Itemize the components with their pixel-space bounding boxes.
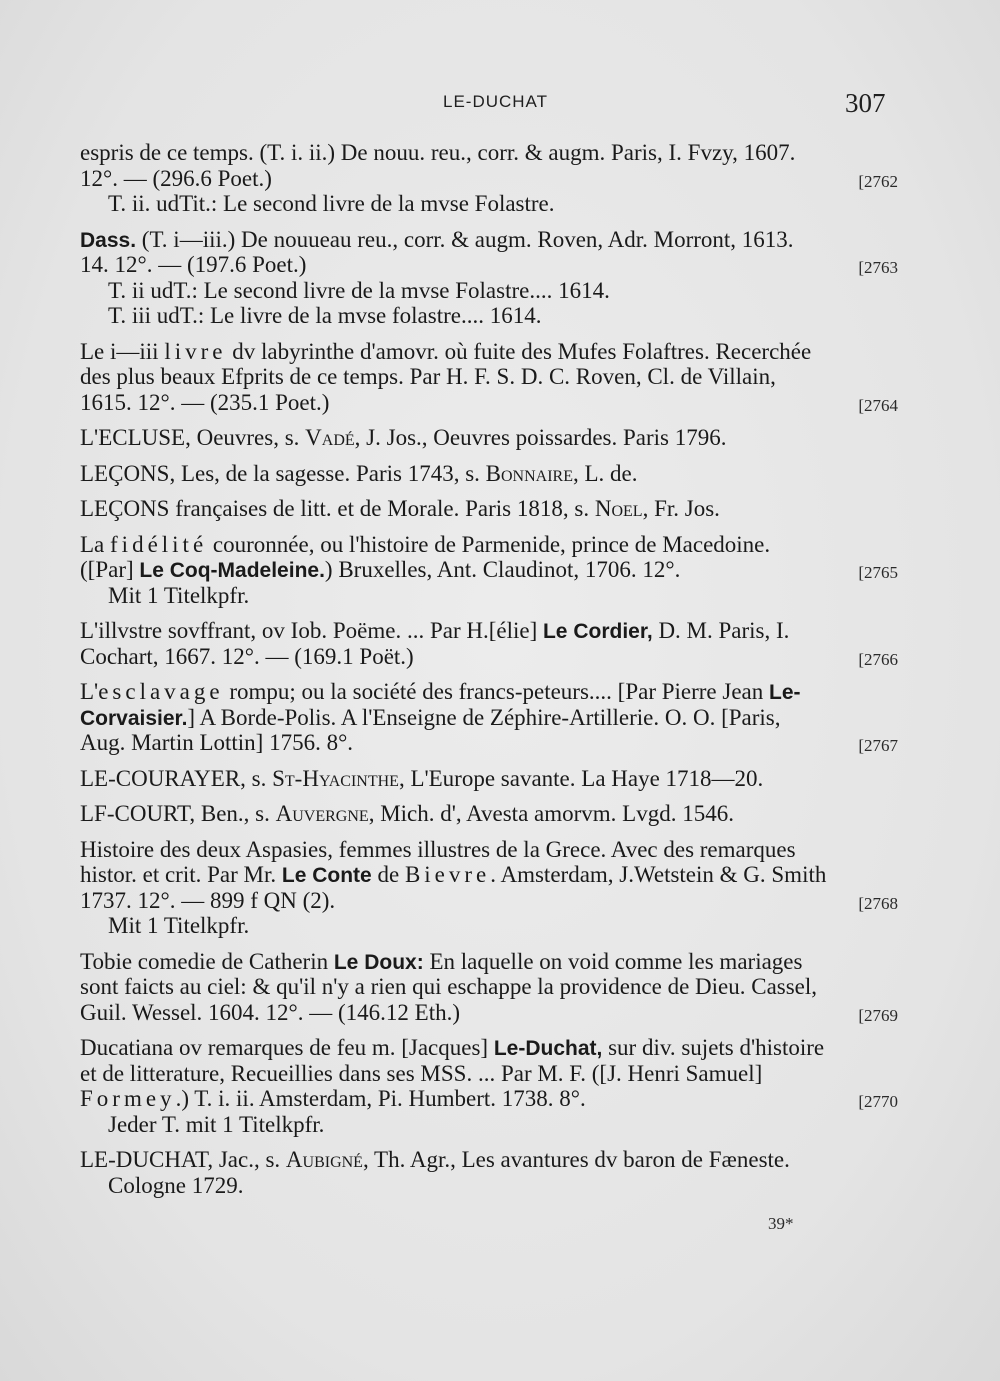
spaced-word: fidélité	[110, 531, 208, 557]
entry-number: [2768	[858, 893, 898, 913]
entry-line: des plus beaux Efprits de ce temps. Par H. F. S. D. C. Roven, Cl. de Villain,	[80, 364, 776, 389]
catalog-entry	[80, 1147, 900, 1198]
catalog-entry	[80, 679, 900, 756]
entry-line-text: LE-DUCHAT, Jac., s.	[80, 1147, 286, 1172]
spaced-word: esclavage	[98, 679, 224, 704]
catalog-entry	[80, 140, 900, 217]
entry-line-text: , L'Europe savante. La Haye 1718—20.	[398, 765, 764, 791]
catalog-entry	[80, 339, 900, 416]
entry-line-text: L'	[80, 679, 99, 704]
entry-line	[80, 679, 900, 705]
entry-line: Cologne 1729.	[108, 1172, 244, 1198]
entry-line-text: D. M. Paris, I.	[652, 618, 790, 643]
entry-line-text: . Amsterdam, J.Wetstein & G. Smith	[490, 862, 827, 887]
entry-number: [2770	[858, 1092, 898, 1111]
entry-line	[80, 949, 900, 975]
entry-line: et de litterature, Recueillies dans ses MSS. ... Par M. F. ([J. Henri Samuel]	[80, 1060, 763, 1086]
entry-line	[80, 644, 900, 670]
entry-line	[80, 730, 900, 756]
entry-line	[80, 1147, 900, 1173]
entry-line-text: , Fr. Jos.	[642, 496, 720, 521]
author-name: Dass.	[80, 228, 137, 252]
entry-line-text: (T. i—iii.) De nouueau reu., corr. & augm. Roven, Adr. Morront, 1613.	[136, 226, 794, 252]
catalog-entry	[80, 461, 900, 487]
author-name: Le-Duchat,	[493, 1037, 603, 1060]
catalog-entry	[80, 949, 900, 1026]
entry-line-text: Ducatiana ov remarques de feu m. [Jacques]	[80, 1035, 494, 1060]
author-name: Le-	[769, 681, 801, 704]
entry-line	[80, 461, 900, 487]
entry-line-text: 12°. — (296.6 Poet.)	[80, 165, 272, 191]
entry-line	[80, 532, 900, 558]
reference-name: Vadé	[305, 425, 355, 450]
catalog-entry	[80, 532, 900, 609]
catalog-entry	[80, 837, 900, 939]
entry-line	[80, 801, 900, 827]
entry-line-text: LEÇONS françaises de litt. et de Morale. Paris 1818, s.	[80, 496, 595, 521]
author-name: Le Doux:	[333, 950, 424, 974]
entry-line	[80, 705, 900, 731]
entry-line-text: Cochart, 1667. 12°. — (169.1 Poët.)	[80, 643, 414, 669]
entry-number: [2764	[858, 395, 898, 415]
catalog-entry	[80, 801, 900, 827]
entry-line	[80, 862, 900, 888]
entry-number: [2766	[858, 649, 898, 669]
running-title: LE-DUCHAT	[443, 92, 549, 111]
entry-line-text: histor. et crit. Par Mr.	[80, 862, 282, 887]
entry-line-text: La	[80, 531, 111, 557]
catalog-entry	[80, 227, 900, 329]
catalog-entry	[80, 496, 900, 522]
spaced-word: livre	[164, 338, 227, 364]
entry-line	[80, 390, 900, 416]
entry-line-text: de	[371, 862, 405, 887]
spaced-word: Bievre	[404, 862, 491, 887]
entry-line-text: LE-COURAYER, s.	[80, 765, 273, 791]
entry-line-text: ([Par]	[80, 557, 140, 582]
entry-number: [2765	[858, 563, 898, 582]
entry-number: [2767	[858, 736, 898, 755]
entry-line-text: En laquelle on void comme les mariages	[423, 948, 803, 974]
entry-number: [2769	[858, 1005, 898, 1025]
catalog-entry	[80, 766, 900, 792]
entry-line-text: L'ECLUSE, Oeuvres, s.	[80, 425, 306, 450]
entry-line-text: Aug. Martin Lottin] 1756. 8°.	[80, 730, 354, 755]
author-name: Corvaisier.	[80, 706, 188, 730]
signature-mark: 39*	[768, 1214, 794, 1233]
entry-line: Histoire des deux Aspasies, femmes illustres de la Grece. Avec des remarques	[80, 836, 796, 862]
entry-line: T. ii udT.: Le second livre de la mvse Folastre.... 1614.	[108, 277, 610, 303]
entry-line-text: Tobie comedie de Catherin	[80, 948, 334, 974]
entry-line-text: , Th. Agr., Les avantures dv baron de Fæneste.	[362, 1147, 790, 1172]
entry-line: Jeder T. mit 1 Titelkpfr.	[108, 1111, 325, 1137]
entry-line-text: , Mich. d', Avesta amorvm. Lvgd. 1546.	[368, 801, 734, 826]
entry-line-text: LEÇONS, Les, de la sagesse. Paris 1743, s.	[80, 460, 486, 486]
entry-number: [2763	[858, 258, 898, 277]
entry-line-text: , L. de.	[573, 460, 638, 486]
entry-line	[80, 888, 900, 914]
reference-name: Aubigné	[285, 1147, 363, 1172]
entry-line: espris de ce temps. (T. i. ii.) De nouu. reu., corr. & augm. Paris, I. Fvzy, 1607.	[80, 140, 796, 165]
entry-line: T. iii udT.: Le livre de la mvse folastre.... 1614.	[108, 303, 542, 328]
entry-line: sont faicts au ciel: & qu'il n'y a rien qui eschappe la providence de Dieu. Cassel,	[80, 974, 818, 999]
entry-line-text: 1615. 12°. — (235.1 Poet.)	[80, 389, 330, 415]
entry-line: Mit 1 Titelkpfr.	[108, 582, 250, 608]
author-name: Le Conte	[281, 864, 372, 887]
entry-line: Mit 1 Titelkpfr.	[108, 913, 250, 938]
catalog-entry	[80, 1035, 900, 1137]
entry-line	[80, 1086, 900, 1112]
author-name: Le Cordier,	[542, 620, 653, 643]
entry-line: T. ii. udTit.: Le second livre de la mvse Folastre.	[108, 191, 555, 216]
entry-line	[80, 1035, 900, 1061]
entry-line	[80, 618, 900, 644]
entry-line	[80, 766, 900, 792]
entry-line	[80, 166, 900, 192]
entry-line	[80, 339, 900, 365]
entry-line-text: rompu; ou la société des francs-peteurs.... [Par Pierre Jean	[223, 679, 770, 704]
catalog-entry	[80, 618, 900, 669]
entry-line-text: Le i—iii	[80, 338, 165, 364]
reference-name: Bonnaire	[485, 460, 573, 486]
entry-line-text: ] A Borde-Polis. A l'Enseigne de Zéphire-Artillerie. O. O. [Paris,	[187, 704, 781, 730]
entry-line-text: 14. 12°. — (197.6 Poet.)	[80, 252, 307, 277]
author-name: Le Coq-Madeleine.	[139, 559, 325, 582]
entry-line-text: Guil. Wessel. 1604. 12°. — (146.12 Eth.)	[80, 999, 461, 1025]
entry-line-text: , J. Jos., Oeuvres poissardes. Paris 1796.	[354, 425, 727, 450]
entry-line-text: ) Bruxelles, Ant. Claudinot, 1706. 12°.	[324, 557, 681, 582]
entry-line	[80, 425, 900, 451]
entry-line-text: couronnée, ou l'histoire de Parmenide, prince de Macedoine.	[207, 531, 771, 557]
entry-line-text: sur div. sujets d'histoire	[602, 1035, 825, 1060]
entry-line	[80, 557, 900, 583]
catalog-entries	[80, 140, 900, 1198]
entry-line	[80, 496, 900, 522]
entry-line-text: dv labyrinthe d'amovr. où fuite des Mufes Folaftres. Recerchée	[226, 338, 812, 364]
entry-line	[80, 227, 900, 253]
entry-line	[80, 1000, 900, 1026]
catalog-entry	[80, 425, 900, 451]
reference-name: St-Hyacinthe	[272, 765, 399, 791]
reference-name: Auvergne	[275, 801, 369, 826]
entry-line-text: 1737. 12°. — 899 f QN (2).	[80, 887, 336, 913]
reference-name: Noel	[594, 496, 643, 521]
entry-line-text: LF-COURT, Ben., s.	[80, 801, 276, 826]
entry-line	[80, 252, 900, 278]
spaced-word: Formey	[80, 1086, 176, 1111]
page-number: 307	[845, 88, 886, 118]
entry-line-text: .) T. i. ii. Amsterdam, Pi. Humbert. 1738. 8°.	[175, 1086, 586, 1111]
entry-line-text: L'illvstre sovffrant, ov Iob. Poëme. ... Par H.[élie]	[80, 618, 543, 643]
entry-number: [2762	[858, 171, 898, 191]
